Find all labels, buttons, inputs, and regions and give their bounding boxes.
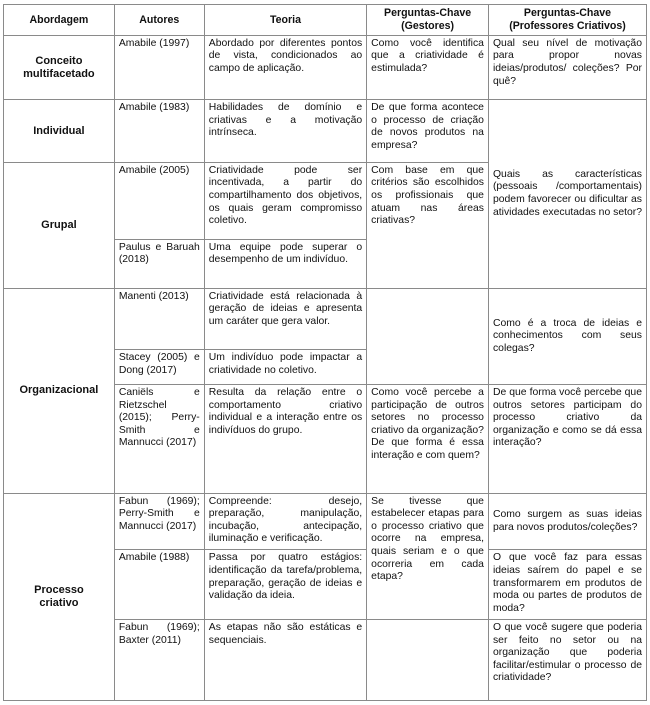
teoria-cell: Compreende: desejo, preparação, manipulação, incubação, antecipação, iluminação e verificação. xyxy=(204,493,366,550)
header-gestores xyxy=(367,5,489,36)
abordagem-grupal: Grupal xyxy=(4,162,115,288)
autor-cell: Fabun (1969); Baxter (2011) xyxy=(114,619,204,700)
gestores-question: Se tivesse que estabelecer etapas para o processo criativo que ocorre na empresa, quais seriam e o que ocorreria em cada etapa? xyxy=(367,493,489,619)
header-professores-line1: Perguntas-Chave xyxy=(523,7,612,20)
abordagem-individual: Individual xyxy=(4,100,115,162)
professores-question: Como surgem as suas ideias para novos produtos/coleções? xyxy=(488,493,646,550)
abordagem-processo-line2: criativo xyxy=(39,596,79,609)
abordagem-processo-line1: Processo xyxy=(34,584,84,597)
gestores-question: Com base em que critérios são escolhidos os profissionais que atuam nas áreas criativas? xyxy=(367,162,489,288)
table-row xyxy=(4,493,647,550)
professores-question: O que você faz para essas ideias saírem do papel e se transformarem em produtos de moda ou partes de produtos de moda? xyxy=(488,550,646,620)
professores-question: O que você sugere que poderia ser feito no setor ou na organização que poderia facilitar/estimular o processo de criatividade? xyxy=(488,619,646,700)
teoria-cell: Habilidades de domínio e criativas e a motivação intrínseca. xyxy=(204,100,366,162)
professores-question: De que forma você percebe que outros setores participam do processo criativo da organização e como se dá essa interação? xyxy=(488,385,646,494)
header-row xyxy=(4,5,647,36)
professores-question: Qual seu nível de motivação para propor novas ideias/produtos/ coleções? Por quê? xyxy=(488,35,646,100)
gestores-question: Como você percebe a participação de outros setores no processo criativo da organização? De que forma é essa interação e com quem? xyxy=(367,385,489,494)
gestores-empty-cell xyxy=(367,619,489,700)
abordagem-conceito xyxy=(4,35,115,100)
gestores-empty-cell xyxy=(367,288,489,384)
autor-cell: Fabun (1969); Perry-Smith e Mannucci (2017) xyxy=(114,493,204,550)
autor-cell: Caniëls e Rietzschel (2015); Perry-Smith e Mannucci (2017) xyxy=(114,385,204,494)
teoria-cell: Um indivíduo pode impactar a criatividade no coletivo. xyxy=(204,350,366,385)
autor-cell: Amabile (1988) xyxy=(114,550,204,620)
teoria-cell: Criatividade está relacionada à geração de ideias e apresenta um caráter que gera valor. xyxy=(204,288,366,349)
teoria-cell: Resulta da relação entre o comportamento criativo individual e a interação entre os indivíduos do grupo. xyxy=(204,385,366,494)
autor-cell: Amabile (1983) xyxy=(114,100,204,162)
autor-cell: Amabile (2005) xyxy=(114,162,204,239)
professores-question: Quais as características (pessoais /comportamentais) podem favorecer ou dificultar as atividades executadas no setor? xyxy=(488,100,646,288)
teoria-cell: Criatividade pode ser incentivada, a partir do compartilhamento dos objetivos, os quais geram compromisso coletivo. xyxy=(204,162,366,239)
abordagem-processo xyxy=(4,493,115,700)
table-row xyxy=(4,35,647,100)
autor-cell: Stacey (2005) e Dong (2017) xyxy=(114,350,204,385)
header-gestores-line1: Perguntas-Chave xyxy=(384,7,472,20)
abordagem-organizacional: Organizacional xyxy=(4,288,115,493)
header-abordagem: Abordagem xyxy=(4,5,115,36)
autor-cell: Manenti (2013) xyxy=(114,288,204,349)
autor-cell: Paulus e Baruah (2018) xyxy=(114,239,204,288)
teoria-cell: Passa por quatro estágios: identificação da tarefa/problema, preparação, geração de ideias e validação da ideia. xyxy=(204,550,366,620)
header-teoria: Teoria xyxy=(204,5,366,36)
creativity-approaches-table xyxy=(3,4,647,701)
teoria-cell: Abordado por diferentes pontos de vista, condicionados ao campo de aplicação. xyxy=(204,35,366,100)
header-autores: Autores xyxy=(114,5,204,36)
autor-cell: Amabile (1997) xyxy=(114,35,204,100)
abordagem-conceito-line1: Conceito xyxy=(35,54,83,67)
teoria-cell: Uma equipe pode superar o desempenho de um indivíduo. xyxy=(204,239,366,288)
header-gestores-line2: (Gestores) xyxy=(401,19,455,32)
header-professores xyxy=(488,5,646,36)
table-row xyxy=(4,100,647,162)
abordagem-conceito-line2: multifacetado xyxy=(23,67,95,80)
professores-question: Como é a troca de ideias e conhecimentos com seus colegas? xyxy=(488,288,646,384)
table-row xyxy=(4,288,647,349)
gestores-question: De que forma acontece o processo de criação de novos produtos na empresa? xyxy=(367,100,489,162)
gestores-question: Como você identifica que a criatividade é estimulada? xyxy=(367,35,489,100)
teoria-cell: As etapas não são estáticas e sequenciais. xyxy=(204,619,366,700)
header-professores-line2: (Professores Criativos) xyxy=(509,19,626,32)
